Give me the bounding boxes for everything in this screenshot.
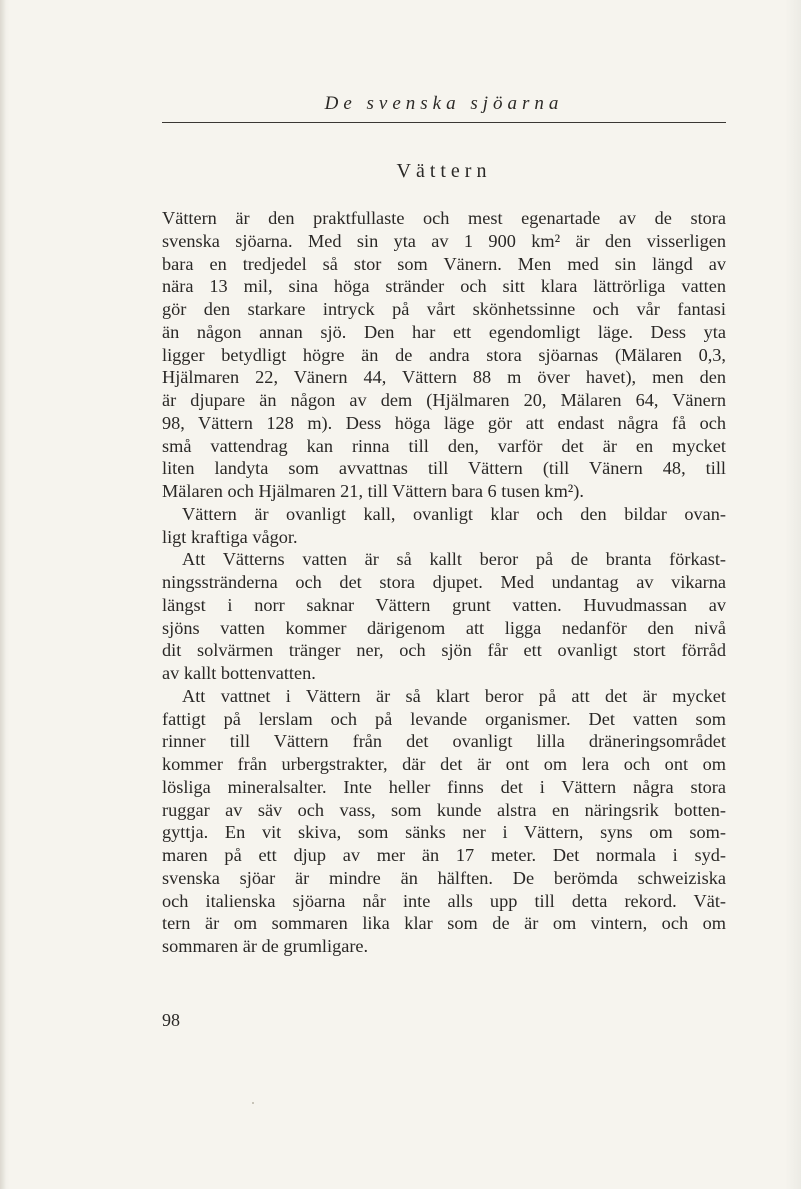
paper-speck [252, 1102, 254, 1104]
text-line: ningsstränderna och det stora djupet. Med undantag av vikarna [162, 572, 726, 592]
text-line: fattigt på lerslam och på levande organismer. Det vatten som [162, 708, 726, 729]
body-text [162, 207, 726, 958]
text-line: gyttja. En vit skiva, som sänks ner i Vättern, syns om som- [162, 822, 726, 843]
text-line: är djupare än någon av dem (Hjälmaren 20, Mälaren 64, Vänern [162, 390, 726, 410]
text-line: Att vattnet i Vättern är så klart beror på att det är mycket [182, 685, 726, 706]
text-line: bara en tredjedel så stor som Vänern. Men med sin längd av [162, 253, 726, 274]
running-head: De svenska sjöarna [324, 93, 564, 114]
text-line: ligt kraftiga vågor. [162, 526, 298, 547]
text-line: Hjälmaren 22, Vänern 44, Vättern 88 m över havet), men den [162, 367, 726, 388]
text-line: sjöns vatten kommer därigenom att ligga nedanför den nivå [162, 617, 726, 638]
text-line: längst i norr saknar Vättern grunt vatten. Huvudmassan av [162, 594, 726, 615]
text-line: svenska sjöar är mindre än hälften. De berömda schweiziska [162, 867, 726, 888]
text-line: sommaren är de grumligare. [162, 936, 369, 956]
paragraph [162, 685, 726, 958]
text-line: liten landyta som avvattnas till Vättern (till Vänern 48, till [162, 458, 726, 479]
text-line: av kallt bottenvatten. [162, 663, 316, 683]
paragraph [162, 207, 726, 503]
header-rule [162, 122, 726, 123]
text-line: Att Vätterns vatten är så kallt beror på de branta förkast- [182, 549, 726, 570]
text-line: nära 13 mil, sina höga stränder och sitt klara lättrörliga vatten [162, 276, 726, 297]
text-line: och italienska sjöarna når inte alls upp till detta rekord. Vät- [162, 890, 726, 911]
text-line: små vattendrag kan rinna till den, varför det är en mycket [162, 435, 726, 456]
text-line: Mälaren och Hjälmaren 21, till Vättern bara 6 tusen km²). [162, 481, 584, 501]
text-line: svenska sjöarna. Med sin yta av 1 900 km² är den visserligen [162, 230, 726, 251]
page-edge-shadow [0, 0, 6, 1189]
text-line: Vättern är den praktfullaste och mest egenartade av de stora [162, 208, 726, 228]
text-line: än någon annan sjö. Den har ett egendomligt läge. Dess yta [162, 321, 726, 342]
text-line: tern är om sommaren lika klar som de är om vintern, och om [162, 913, 726, 934]
text-line: ruggar av säv och vass, som kunde alstra en näringsrik botten- [162, 799, 726, 820]
text-line: maren på ett djup av mer än 17 meter. Det normala i syd- [162, 845, 726, 865]
text-line: ligger betydligt högre än de andra stora sjöarnas (Mälaren 0,3, [162, 344, 726, 365]
text-line: Vättern är ovanligt kall, ovanligt klar och den bildar ovan- [182, 503, 726, 524]
text-line: kommer från urbergstrakter, där det är ont om lera och ont om [162, 754, 726, 774]
text-line: rinner till Vättern från det ovanligt lilla dräneringsområdet [162, 731, 726, 752]
paragraph [162, 503, 726, 549]
text-line: 98, Vättern 128 m). Dess höga läge gör att endast några få och [162, 412, 726, 433]
page-number: 98 [162, 1010, 180, 1030]
text-line: dit solvärmen tränger ner, och sjön får ett ovanligt stort förråd [162, 640, 726, 661]
paragraph [162, 548, 726, 685]
text-line: lösliga mineralsalter. Inte heller finns det i Vättern några stora [162, 776, 726, 797]
text-line: gör den starkare intryck på vårt skönhetssinne och vår fantasi [162, 299, 726, 319]
chapter-title: Vättern [396, 160, 492, 182]
